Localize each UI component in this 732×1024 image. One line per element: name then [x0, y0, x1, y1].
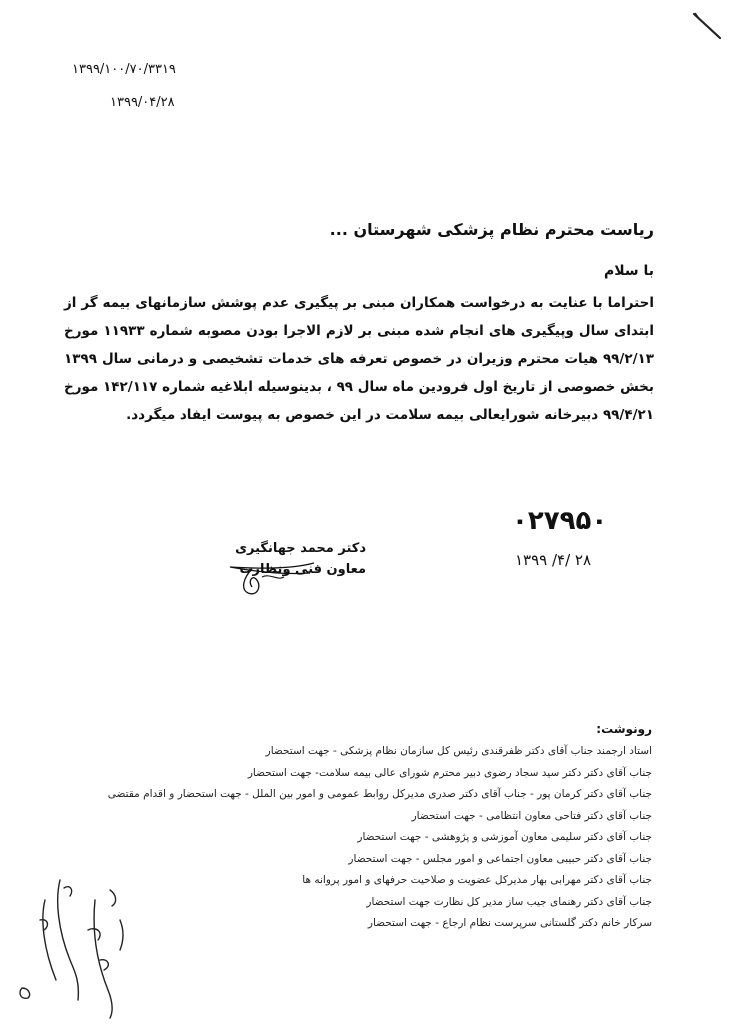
cc-item: جناب آقای دکتر کرمان پور - جناب آقای دکتر صدری مدیرکل روابط عمومی و امور بین الملل - جهت استحضار و اقدام مقتضی — [107, 788, 652, 800]
cc-item: جناب آقای دکتر دکتر سید سجاد رضوی دبیر محترم شورای عالی بیمه سلامت- جهت استحضار — [247, 766, 652, 779]
handwritten-note — [0, 860, 130, 1020]
greeting: با سلام — [603, 263, 654, 279]
cc-item: جناب آقای دکتر سلیمی معاون آموزشی و پژوهشی - جهت استحضار — [357, 831, 652, 843]
reference-number: ۱۳۹۹/۱۰۰/۷۰/۳۳۱۹ — [72, 62, 176, 77]
signer-name: دکتر محمد جهانگیری — [235, 541, 366, 556]
cc-title: رونوشت: — [596, 722, 652, 736]
cc-item: سرکار خانم دکتر گلستانی سرپرست نظام ارجاع - جهت استحضار — [367, 917, 652, 929]
cc-section — [92, 722, 652, 935]
recipient-heading: ریاست محترم نظام پزشکی شهرستان ... — [329, 220, 654, 239]
registration-stamp-number: ۰۲۷۹۵۰ — [512, 506, 608, 536]
cc-item: جناب آقای دکتر حبیبی معاون اجتماعی و امور مجلس - جهت استحضار — [348, 852, 652, 865]
reference-date: ۱۳۹۹/۰۴/۲۸ — [110, 95, 175, 110]
cc-item: جناب آقای دکتر فتاحی معاون انتظامی - جهت استحضار — [411, 809, 652, 822]
cc-item: جناب آقای دکتر رهنمای جیب ساز مدیر کل نظارت جهت استحضار — [366, 895, 652, 908]
registration-stamp-date: ۱۳۹۹ /۴/ ۲۸ — [515, 551, 592, 569]
cc-item: استاد ارجمند جناب آقای دکتر ظفرقندی رئیس کل سازمان نظام پزشکی - جهت استحضار — [265, 745, 652, 757]
signer-title: معاون فنی ونظارت — [239, 562, 366, 577]
pen-stroke-mark — [692, 10, 724, 42]
cc-item: جناب آقای دکتر مهرابی بهار مدیرکل عضویت و صلاحیت حرفهای و امور پروانه ها — [302, 874, 652, 886]
cc-list — [92, 741, 652, 935]
letter-body: احتراما با عنایت به درخواست همکاران مبنی بر پیگیری عدم پوشش سازمانهای بیمه گر از ابتدای سال وپیگیری های انجام شده مبنی بر لازم الاجرا بودن مصوبه شماره ۱۱۹۳۳ مورخ ۹۹/۲/۱۳ هیات محترم وزیران در خصوص تعرفه های خدمات تشخیصی و درمانی سال ۱۳۹۹ بخش خصوصی از تاریخ اول فرودین ماه سال ۹۹ ، بدینوسیله ابلاغیه شماره ۱۴۲/۱۱۷ مورخ ۹۹/۴/۲۱ دبیرخانه شورایعالی بیمه سلامت در این خصوص به پیوست ایفاد میگردد. — [64, 295, 654, 423]
handwritten-signature — [222, 555, 322, 605]
